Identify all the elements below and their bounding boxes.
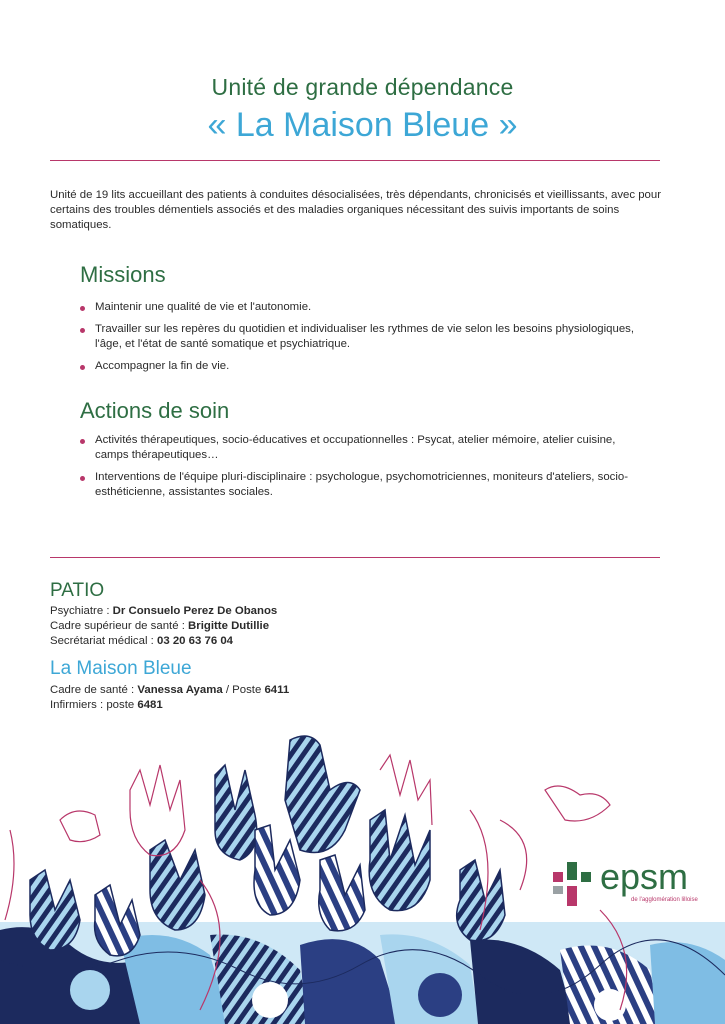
top-divider bbox=[50, 160, 660, 161]
list-item: Accompagner la fin de vie. bbox=[80, 359, 660, 374]
list-item: Maintenir une qualité de vie et l'autonomie. bbox=[80, 300, 660, 315]
patio-secretariat: Secrétariat médical : 03 20 63 76 04 bbox=[50, 635, 234, 647]
maison-bleue-infirmiers: Infirmiers : poste 6481 bbox=[50, 699, 163, 711]
missions-list bbox=[80, 300, 660, 381]
page-title: « La Maison Bleue » bbox=[207, 106, 518, 144]
patio-psychiatre: Psychiatre : Dr Consuelo Perez De Obanos bbox=[50, 605, 278, 617]
patio-heading: PATIO bbox=[50, 580, 105, 601]
list-item: Activités thérapeutiques, socio-éducatives et occupationnelles : Psycat, atelier mémoire, atelier cuisine, camps thérapeutiques… bbox=[80, 433, 650, 463]
maison-bleue-cadre: Cadre de santé : Vanessa Ayama / Poste 6411 bbox=[50, 684, 290, 696]
maison-bleue-heading: La Maison Bleue bbox=[50, 658, 192, 679]
epsm-logo-text: epsm bbox=[600, 856, 689, 897]
page-subtitle: Unité de grande dépendance bbox=[211, 74, 514, 100]
epsm-logo-mark bbox=[553, 862, 598, 908]
list-item: Interventions de l'équipe pluri-disciplinaire : psychologue, psychomotriciennes, moniteurs d'ateliers, socio-esthéticienne, assistantes sociales. bbox=[80, 470, 650, 500]
intro-paragraph: Unité de 19 lits accueillant des patients à conduites désocialisées, très dépendants, chronicisés et vieillissants, avec pour certains des troubles démentiels associés et des maladies organiques nécessitant des suivis importants de soins somatiques. bbox=[50, 189, 662, 231]
patio-cadre: Cadre supérieur de santé : Brigitte Dutillie bbox=[50, 620, 270, 632]
bottom-divider bbox=[50, 557, 660, 558]
epsm-logo-tagline: de l'agglomération lilloise bbox=[631, 897, 698, 903]
list-item: Travailler sur les repères du quotidien et individualiser les rythmes de vie selon les besoins physiologiques, l'âge, et l'état de santé somatique et psychiatrique. bbox=[80, 322, 660, 352]
missions-heading: Missions bbox=[80, 262, 166, 287]
actions-list bbox=[80, 433, 650, 507]
actions-heading: Actions de soin bbox=[80, 398, 230, 423]
